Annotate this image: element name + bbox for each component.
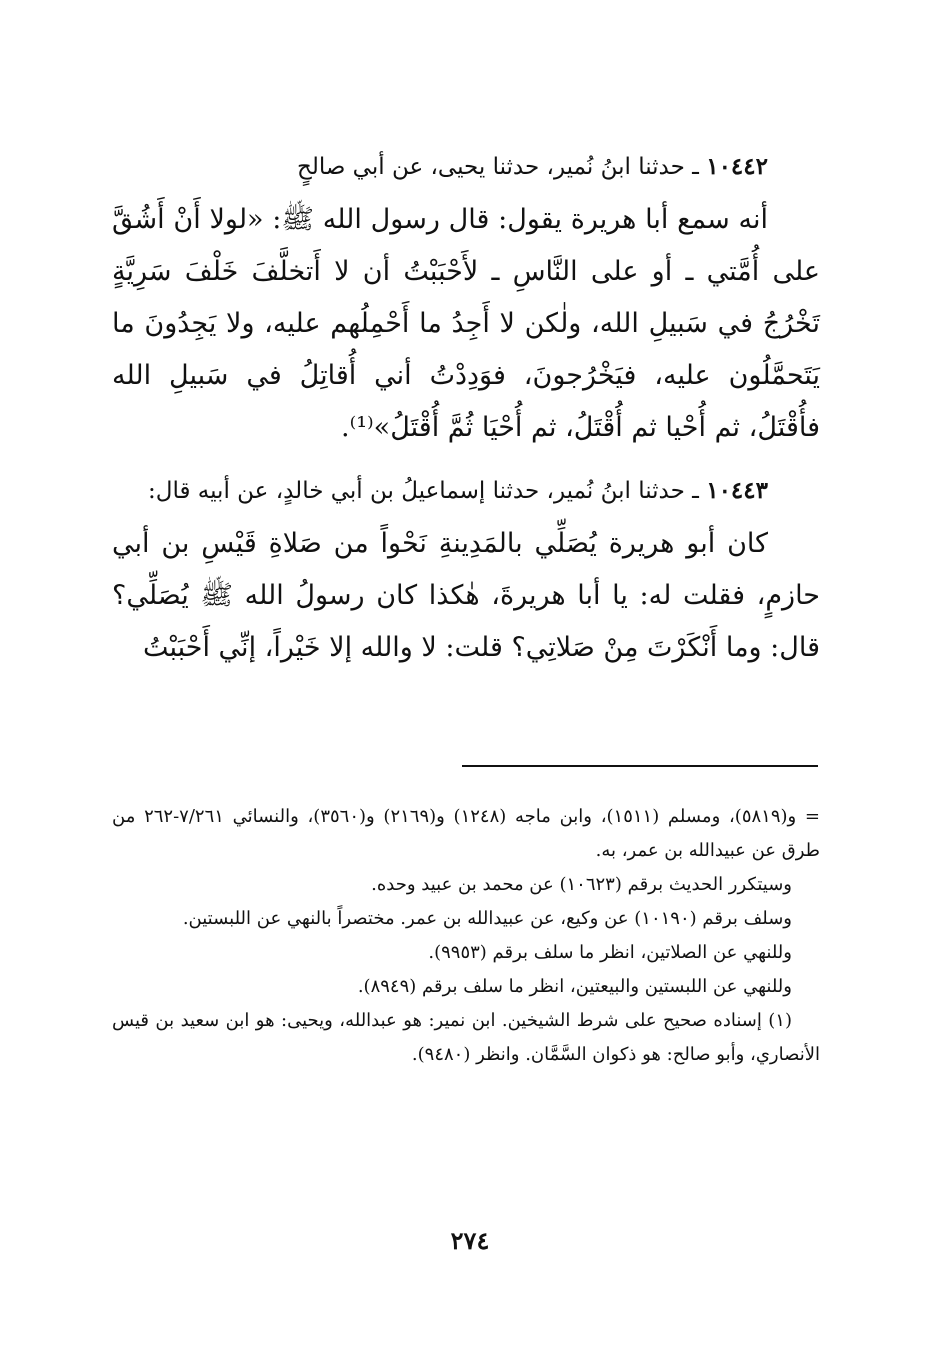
footnotes: [112, 800, 820, 1072]
hadith-2-text: كان أبو هريرة يُصَلِّي بالمَدِينةِ نَحْواً من صَلاةِ قَيْسِ بن أبي حازمٍ، فقلت له: يا أبا هريرةَ، هٰكذا كان رسولُ الله ﷺ يُصَلِّي؟ قال: وما أَنْكَرْتَ مِنْ صَلاتِي؟ قلت: لا والله إلا خَيْراً، إنِّي أَحْبَبْتُ: [112, 528, 820, 663]
hadith-2-isnad-line: [112, 472, 820, 510]
page-number: ٢٧٤: [450, 1226, 490, 1255]
hadith-1-number: ١٠٤٤٢: [706, 153, 768, 180]
footnote-line-3: وسلف برقم (١٠١٩٠) عن وكيع، عن عبيدالله بن عمر. مختصراً بالنهي عن اللبستين.: [182, 908, 792, 929]
footnote-line-2: وسيتكرر الحديث برقم (١٠٦٢٣) عن محمد بن عبيد وحده.: [371, 874, 792, 895]
hadith-2-isnad: ـ حدثنا ابنُ نُمير، حدثنا إسماعيلُ بن أبي خالدٍ، عن أبيه قال:: [148, 478, 707, 504]
main-text: [112, 148, 820, 674]
footnote-separator: [462, 765, 818, 767]
hadith-1-text: أنه سمع أبا هريرة يقول: قال رسول الله ﷺ: «لولا أَنْ أَشُقَّ على أُمَّتي ـ أو على النَّاسِ ـ لأَحْبَبْتُ أن لا أَتخلَّفَ خَلْفَ سَرِيَّةٍ تَخْرُجُ في سَبيلِ الله، ولٰكن لا أَجِدُ ما أَحْمِلُهم عليه، ولا يَجِدُونَ ما يَتَحمَّلُون عليه، فيَخْرُجونَ، فوَدِدْتُ أني أُقاتِلُ في سَبيلِ الله فأُقْتَلُ، ثم أُحْيا ثم أُقْتَلُ، ثم أُحْيَا ثُمَّ أُقْتَلُ»⁽¹⁾.: [112, 204, 820, 443]
hadith-1-isnad-line: [112, 148, 820, 186]
footnote-line-4: وللنهي عن الصلاتين، انظر ما سلف برقم (٩٩٥٣).: [428, 942, 792, 963]
footnote-line-1: = و(٥٨١٩)، ومسلم (١٥١١)، وابن ماجه (١٢٤٨) و(٢١٦٩) و(٣٥٦٠)، والنسائي ٧/٢٦١-٢٦٢ من طرق عن عبيدالله بن عمر، به.: [112, 806, 820, 861]
footnote-line-6: (١) إسناده صحيح على شرط الشيخين. ابن نمير: هو عبدالله، ويحيى: هو ابن سعيد بن قيس الأنصاري، وأبو صالح: هو ذكوان السَّمَّان. وانظر (٩٤٨٠).: [112, 1010, 820, 1065]
hadith-2-number: ١٠٤٤٣: [706, 477, 768, 504]
hadith-1-isnad: ـ حدثنا ابنُ نُمير، حدثنا يحيى، عن أبي صالحٍ: [296, 154, 707, 180]
footnote-line-5: وللنهي عن اللبستين والبيعتين، انظر ما سلف برقم (٨٩٤٩).: [357, 976, 792, 997]
